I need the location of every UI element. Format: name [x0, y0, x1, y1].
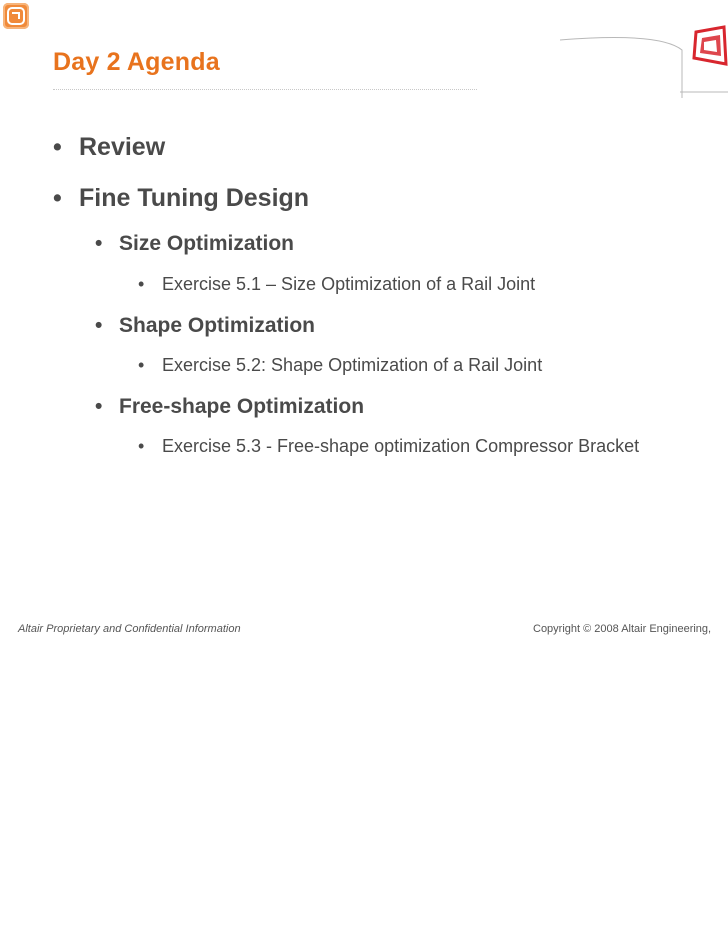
bullet-marker: •: [138, 436, 145, 456]
exercise-5-1: [138, 274, 535, 295]
bullet-marker: •: [138, 355, 145, 375]
agenda-item-label: Size Optimization: [119, 232, 295, 255]
altair-logo-icon: [690, 24, 728, 70]
footer-copyright: Copyright © 2008 Altair Engineering,: [533, 623, 712, 635]
bullet-marker: •: [95, 395, 103, 418]
bullet-marker: •: [53, 133, 62, 161]
exercise-5-3: [138, 436, 639, 457]
agenda-item-label: Exercise 5.2: Shape Optimization of a Rail Joint: [162, 355, 543, 375]
footer-confidential: Altair Proprietary and Confidential Information: [18, 623, 241, 635]
bullet-marker: •: [138, 274, 145, 294]
agenda-item-review: [53, 133, 165, 162]
agenda-subitem-free-shape: [95, 395, 364, 419]
bullet-marker: •: [53, 184, 62, 212]
agenda-subitem-size: [95, 232, 294, 256]
agenda-item-fine-tuning: [53, 184, 309, 213]
agenda-item-label: Review: [79, 133, 166, 161]
exercise-5-2: [138, 355, 542, 376]
bullet-marker: •: [95, 232, 103, 255]
agenda-subitem-shape: [95, 314, 315, 338]
app-icon[interactable]: [3, 3, 29, 29]
agenda-item-label: Shape Optimization: [119, 314, 316, 337]
agenda-item-label: Fine Tuning Design: [79, 184, 310, 212]
agenda-item-label: Free-shape Optimization: [119, 395, 365, 418]
bullet-marker: •: [95, 314, 103, 337]
slide-title: Day 2 Agenda: [53, 48, 220, 76]
agenda-item-label: Exercise 5.3 - Free-shape optimization Compressor Bracket: [162, 436, 640, 456]
title-divider: [53, 89, 477, 90]
agenda-item-label: Exercise 5.1 – Size Optimization of a Rail Joint: [162, 274, 536, 294]
